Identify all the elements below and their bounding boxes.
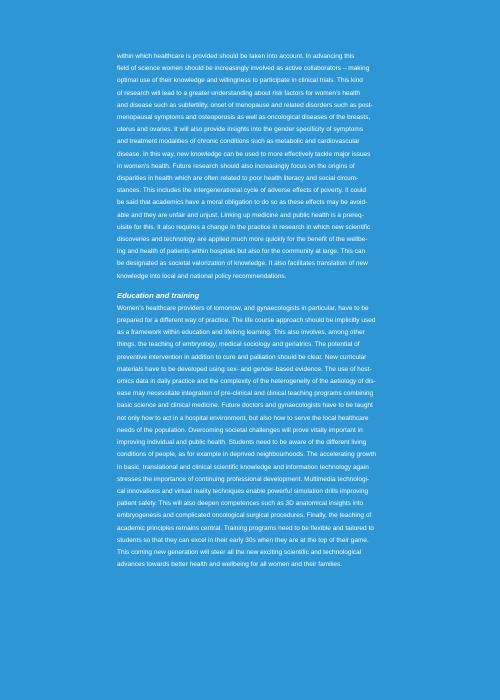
text-line: things, the teaching of embryology, medical sociology and geriatrics. The potential of	[117, 341, 360, 349]
text-line: disparities in health which are often related to poor health literacy and social circum-	[117, 175, 359, 183]
text-line: basic science and clinical medicine. Future doctors and gynaecologists have to be taught	[117, 402, 373, 410]
text-line: able and they are unfair and unjust. Linking up medicine and public health is a prereq-	[117, 211, 364, 219]
text-line: omics data in daily practice and the complexity of the heterogeneity of the aetiology of dis-	[117, 378, 376, 386]
text-line: advances towards better health and wellbeing for all women and their families.	[117, 561, 343, 569]
text-line: prepared for a different way of practice. The life course approach should be implicitly used	[117, 317, 376, 325]
section-heading-education: Education and training	[117, 290, 200, 300]
text-line: patient safety. This will also deepen competences such as 3D anatomical insights into	[117, 500, 364, 508]
text-line: and disease such as subfertility, onset of menopause and related disorders such as post-	[117, 101, 373, 109]
text-line: uterus and ovaries. It will also provide insights into the gender specificity of symptoms	[117, 126, 364, 134]
text-line: as a framework within education and lifelong learning. This also involves, among other	[117, 329, 365, 337]
text-line: stresses the importance of continuing professional development. Multimedia technologi-	[117, 475, 370, 483]
text-line: ing and health of patients within hospitals but also for the community at large. This can	[117, 248, 366, 256]
text-line: and treatment modalities of chronic conditions such as metabolic and cardiovascular	[117, 138, 360, 146]
text-line: embryogenesis and complicated oncological surgical procedures. Finally, the teaching of	[117, 512, 372, 520]
text-line: conditions of people, as for example in deprived neighbourhoods. The accelerating growth	[117, 451, 376, 459]
text-line: materials have to be developed using sex- and gender-based evidence. The use of host-	[117, 365, 372, 373]
text-line: field of science women should be increasingly involved as active collaborators – making	[117, 65, 370, 73]
text-line: in women’s health. Future research should also increasingly focus on the origins of	[117, 162, 355, 170]
text-line: be designated as societal valorization of knowledge. It also facilitates translation of new	[117, 260, 368, 268]
text-line: optimal use of their knowledge and willingness to participate in clinical trials. This kind	[117, 77, 363, 85]
text-line: academic principles remains central. Training programs need to be flexible and tailored to	[117, 524, 374, 532]
text-line: students so that they can excel in their early 30s when they are at the top of their game.	[117, 536, 369, 544]
text-line: uisite for this. It also requires a change in the practice in research in which new scientific	[117, 223, 371, 231]
text-line: This coming new generation will steer all the new exciting scientific and technological	[117, 548, 362, 556]
document-page	[117, 51, 432, 571]
text-line: disease. In this way, new knowledge can be used to more effectively tackle major issues	[117, 150, 371, 158]
text-line: within which healthcare is provided should be taken into account. In advancing this	[117, 53, 355, 60]
education-paragraph	[117, 303, 432, 571]
text-line: cal innovations and virtual reality techniques enable powerful simulation drills improving	[117, 487, 369, 495]
text-line: of research will lead to a greater understanding about risk factors for women’s health	[117, 89, 361, 97]
text-line: knowledge into local and national policy recommendations.	[117, 272, 287, 280]
research-paragraph	[117, 51, 432, 283]
text-line: in basic, translational and clinical scientific knowledge and information technology again	[117, 463, 369, 471]
text-line: Women’s healthcare providers of tomorrow, and gynaecologists in particular, have to be	[117, 304, 369, 312]
text-line: discoveries and technology are applied much more quickly for the benefit of the wellbe-	[117, 236, 368, 244]
text-line: ease may necessitate integration of pre-clinical and clinical teaching programs combining	[117, 390, 374, 398]
text-line: menopausal symptoms and osteoporosis as well as oncological diseases of the breasts,	[117, 114, 371, 122]
text-line: be said that academics have a moral obligation to do so as these effects may be avoid-	[117, 199, 368, 207]
text-line: preventive intervention in addition to cure and palliation should be clear. New curricular	[117, 353, 367, 361]
text-line: improving individual and public health. Students need to be aware of the different living	[117, 439, 367, 447]
text-line: not only how to act in a hospital environment, but also how to serve the local healthcare	[117, 414, 369, 422]
text-line: needs of the population. Overcoming societal challenges will prove vitally important in	[117, 426, 363, 434]
text-line: stances. This includes the intergenerational cycle of adverse effects of poverty. It could	[117, 187, 366, 195]
